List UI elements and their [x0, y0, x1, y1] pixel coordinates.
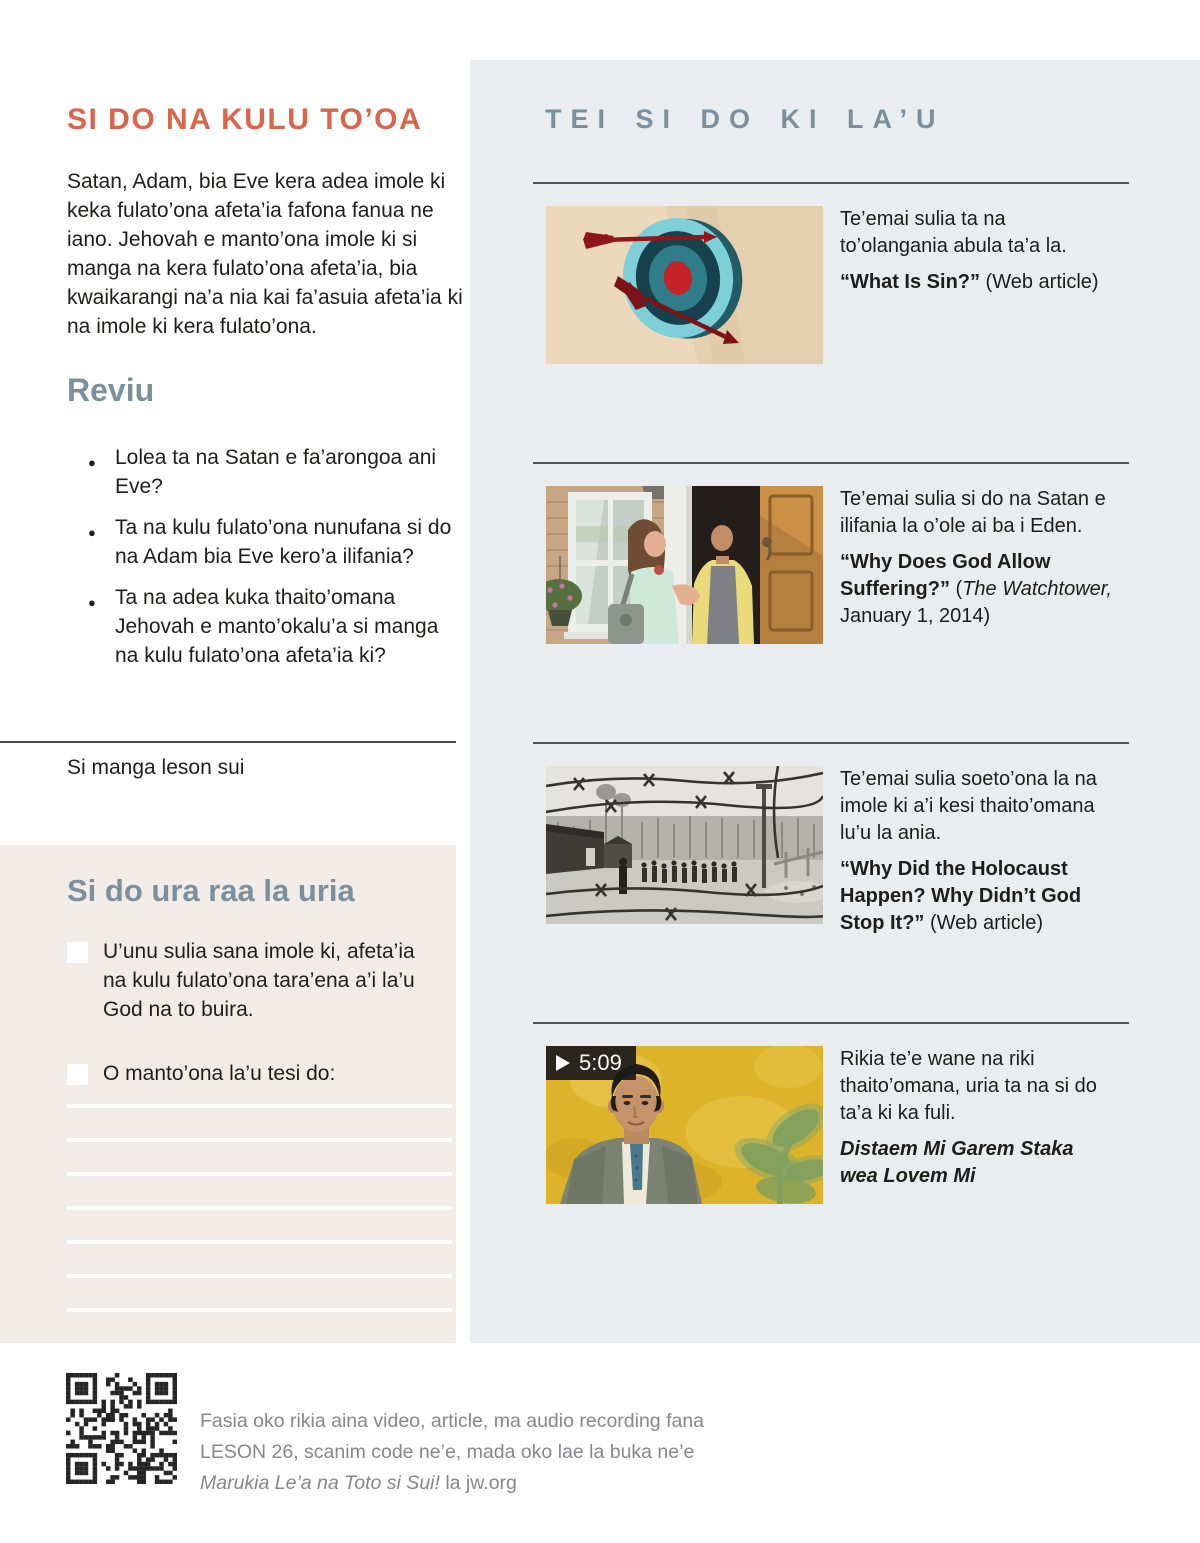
- lesson-done-label: Si manga leson sui: [67, 756, 245, 779]
- footer-line: Fasia oko rikia aina video, article, ma audio recording fana: [200, 1410, 705, 1432]
- target-arrows-illustration: [546, 206, 823, 364]
- goal-box: [0, 845, 456, 1343]
- review-question: ● Ta na kulu fulato’ona nunufana si do na Adam bia Eve kero’a ilifania?: [88, 513, 460, 571]
- write-in-line[interactable]: [67, 1274, 452, 1278]
- item-divider: [533, 1022, 1129, 1024]
- write-in-line[interactable]: [67, 1138, 452, 1142]
- article-title-text: “Why Does God Allow Suffering?”: [840, 551, 1051, 600]
- checkbox[interactable]: [67, 1064, 88, 1085]
- review-question: ● Lolea ta na Satan e fa’arongoa ani Eve?: [88, 443, 460, 501]
- concentration-camp-illustration: [546, 766, 823, 924]
- article-source-date: January 1, 2014): [840, 605, 991, 627]
- media-item-text: [840, 206, 1112, 296]
- article-title: [840, 269, 1112, 296]
- page-title: SI DO NA KULU TO’OA: [67, 103, 423, 136]
- video-title: Distaem Mi Garem Staka wea Lovem Mi: [840, 1138, 1074, 1187]
- play-icon: [556, 1055, 570, 1071]
- item-divider: [533, 742, 1129, 744]
- media-item: [546, 486, 1200, 644]
- footer-note: [200, 1406, 920, 1499]
- item-description: Rikia te’e wane na riki thaito’omana, uria ta na si do ta’a ki ka fuli.: [840, 1048, 1097, 1124]
- footer-line: [200, 1468, 920, 1499]
- item-description: Te’emai sulia ta na to’olangania abula ta’a la.: [840, 208, 1067, 257]
- footer-line: LESON 26, scanim code ne’e, mada oko lae la buka ne’e: [200, 1441, 695, 1463]
- door-conversation-illustration: [546, 486, 823, 644]
- goal-item-text: O manto’ona la’u tesi do:: [103, 1062, 336, 1085]
- review-question-list: [88, 443, 460, 682]
- review-heading: Reviu: [67, 372, 155, 408]
- article-title: [840, 856, 1112, 937]
- target-arrows-image: [546, 206, 823, 364]
- write-in-line[interactable]: [67, 1308, 452, 1312]
- goal-item-text: U’unu sulia sana imole ki, afeta’ia na kulu fulato’ona tara’ena a’i la’u God na to buira.: [103, 940, 415, 1021]
- video-duration: 5:09: [579, 1050, 622, 1075]
- review-question: ● Ta na adea kuka thaito’omana Jehovah e manto’okalu’a si manga na kulu fulato’ona afeta’ia ki?: [88, 583, 460, 670]
- article-title: [840, 549, 1112, 630]
- learn-more-panel: [470, 60, 1200, 1343]
- door-conversation-image: [546, 486, 823, 644]
- goal-item: [67, 1059, 423, 1088]
- write-in-line[interactable]: [67, 1172, 452, 1176]
- article-title-text: “What Is Sin?”: [840, 271, 980, 293]
- article-source-publication: The Watchtower,: [962, 578, 1112, 600]
- video-thumbnail[interactable]: [546, 1046, 823, 1204]
- media-item: [546, 206, 1200, 364]
- video-duration-badge: [546, 1046, 636, 1080]
- media-item-text: [840, 486, 1112, 630]
- goal-item: [67, 937, 423, 1024]
- media-item-text: [840, 766, 1112, 937]
- article-source: (Web article): [980, 271, 1099, 293]
- checkbox[interactable]: [67, 942, 88, 963]
- intro-paragraph: Satan, Adam, bia Eve kera adea imole ki keka fulato’ona afeta’ia fafona fanua ne iano. Jehovah e manto’ona imole ki si manga na kera fulato’ona afeta’ia, bia kwaikarangi na’a nia kai fa’asuia afeta’ia ki na imole ki kera fulato’ona.: [67, 170, 463, 338]
- write-in-line[interactable]: [67, 1206, 452, 1210]
- goal-box-title: Si do ura raa la uria: [67, 873, 355, 908]
- item-description: Te’emai sulia soeto’ona la na imole ki a’i kesi thaito’omana lu’u la ania.: [840, 768, 1097, 844]
- item-divider: [533, 462, 1129, 464]
- media-item: [546, 1046, 1200, 1204]
- footer-site: la jw.org: [439, 1472, 517, 1494]
- media-item: [546, 766, 1200, 937]
- article-source: (: [950, 578, 963, 600]
- item-description: Te’emai sulia si do na Satan e ilifania la o’ole ai ba i Eden.: [840, 488, 1106, 537]
- panel-title: TEI SI DO KI LA’U: [545, 104, 945, 134]
- item-divider: [533, 182, 1129, 184]
- media-item-text: [840, 1046, 1112, 1190]
- article-title-text: “Why Did the Holocaust Happen? Why Didn’t God Stop It?”: [840, 858, 1082, 934]
- concentration-camp-image: [546, 766, 823, 924]
- write-in-line[interactable]: [67, 1240, 452, 1244]
- left-section-divider: [0, 741, 456, 743]
- qr-code: [66, 1373, 177, 1484]
- write-in-line[interactable]: [67, 1104, 452, 1108]
- article-source: (Web article): [924, 912, 1043, 934]
- book-title: Marukia Le’a na Toto si Sui!: [200, 1472, 440, 1494]
